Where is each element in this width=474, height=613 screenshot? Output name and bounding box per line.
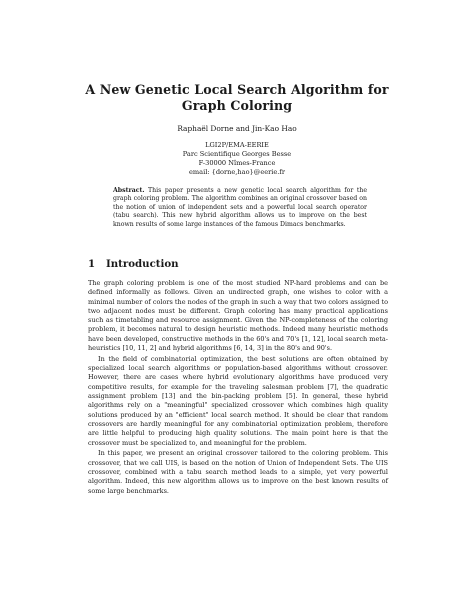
section-number: 1	[88, 258, 96, 270]
body-paragraph: In this paper, we present an original crossover tailored to the coloring problem. This crossover, that we call UIS, is based on the notion of Union of Independent Sets. The UIS crossover, combined with a tabu search method leads to a simple, yet very powerful algorithm. Indeed, this new algorithm allows us to improve on the best known results of some large benchmarks.	[88, 449, 388, 495]
affiliation-line: Parc Scientifique Georges Besse	[182, 150, 292, 159]
section-heading	[88, 258, 179, 270]
title-line-2: Graph Coloring	[181, 98, 293, 113]
abstract-text: This paper presents a new genetic local search algorithm for the graph coloring problem. The algorithm combines an original crossover based on the notion of union of independent sets and a powerful local search operator (tabu search). This new hybrid algorithm allows us to improve on the best known results of some large instances of the famous Dimacs benchmarks.	[113, 187, 367, 228]
affiliation-line: LGI2P/EMA-EERIE	[205, 141, 269, 149]
affiliation-email: email: {dorne,hao}@eerie.fr	[189, 168, 285, 177]
body-paragraph: In the field of combinatorial optimization, the best solutions are often obtained by specialized local search algorithms or population-based algorithms without crossover. However, there are cases where hybrid evolutionary algorithms have produced very competitive results, for example for the traveling salesman problem [7], the quadratic assignment problem [13] and the bin-packing problem [5]. In general, these hybrid algorithms rely on a "meaningful" specialized crossover which combines high quality solutions produced by an "efficient" local search method. It should be clear that random crossovers are hardly meaningful for any combinatorial optimization problem, therefore are little helpful to producing high quality solutions. The main point here is that the crossover must be specialized to, and meaningful for the problem.	[88, 354, 388, 447]
body-paragraph: The graph coloring problem is one of the most studied NP-hard problems and can be defined informally as follows. Given an undirected graph, one wishes to color with a minimal number of colors the nodes of the graph in such a way that two colors assigned to two adjacent nodes must be different. Graph coloring has many practical applications such as timetabling and resource assignment. Given the NP-completeness of the coloring problem, it becomes natural to design heuristic methods. Indeed many heuristic methods have been developed, constructive methods in the 60's and 70's [1, 12], local search meta-heuristics [10, 11, 2] and hybrid algorithms [6, 14, 3] in the 80's and 90's.	[88, 279, 388, 353]
section-body	[88, 279, 388, 497]
title-line-1: A New Genetic Local Search Algorithm for	[85, 82, 389, 97]
abstract-label: Abstract.	[113, 187, 145, 194]
affiliation-block	[60, 141, 414, 177]
paper-title	[60, 82, 414, 114]
authors: Raphaël Dorne and Jin-Kao Hao	[177, 124, 297, 133]
affiliation-line: F-30000 Nîmes-France	[198, 159, 276, 168]
abstract	[113, 187, 367, 229]
section-title: Introduction	[106, 258, 179, 270]
